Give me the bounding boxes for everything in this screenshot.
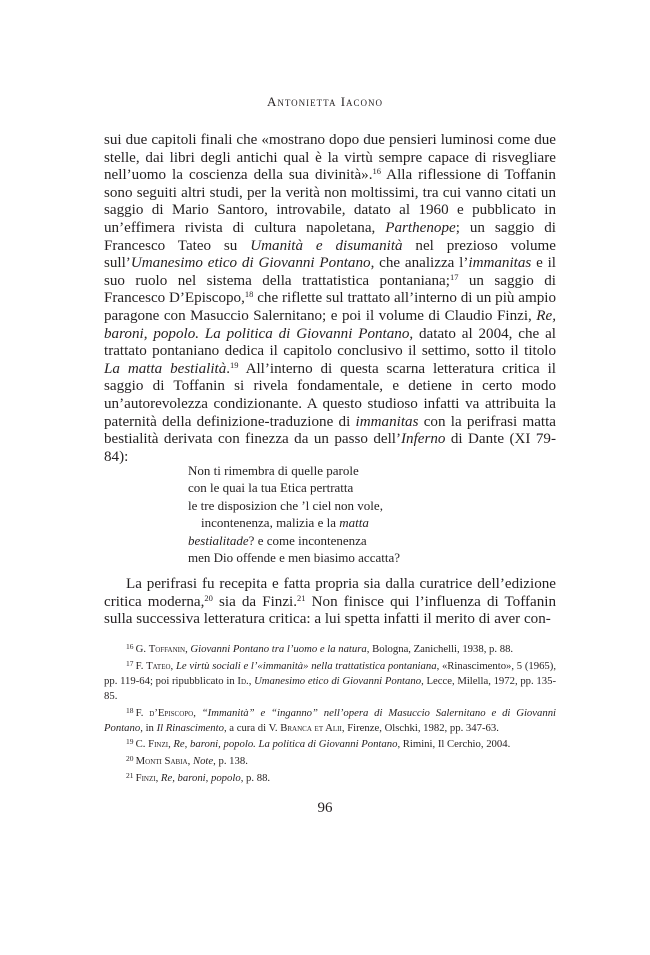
text-run: un saggio di Francesco D’Episcopo, <box>104 272 556 307</box>
footnote-text <box>136 772 270 784</box>
footnote-number: 21 <box>126 771 134 781</box>
italic-text: Umanità e disumanità <box>250 237 403 254</box>
italic-text: Note <box>192 755 214 768</box>
author-name: Id. <box>237 674 249 687</box>
footnote-ref[interactable]: 17 <box>449 271 459 282</box>
author-name: d’Episcopo <box>149 706 194 719</box>
footnote-number: 17 <box>126 658 134 668</box>
text-run: . <box>226 360 231 377</box>
footnote-text <box>136 755 248 767</box>
italic-text: Parthenope <box>385 219 456 236</box>
text-run: Alla riflessione di Toffanin sono seguiti altri studi, per la verità non moltissimi, tra cui vanno citati un saggio di Mario Santoro, introvabile, datato al 1960 e pubblicato in un’effimera rivista di cultura napoletana, <box>104 167 556 236</box>
text-run: , «Rinascimento», 5 (1965), pp. 119-64; poi ripubblicato in <box>104 659 557 687</box>
text-run: , <box>187 755 193 768</box>
text-run: , in <box>140 721 157 734</box>
italic-text: immanitas <box>355 413 419 430</box>
body-paragraph-2 <box>104 576 556 629</box>
footnote-number: 16 <box>126 642 134 651</box>
quote-line <box>188 514 488 531</box>
text-run: , datato al 2004, che al trattato pontaniano dedica il capitolo conclusivo il settimo, sotto il titolo <box>104 325 556 360</box>
footnotes <box>104 640 556 786</box>
italic-text: Re, baroni, popolo <box>160 772 241 785</box>
italic-text: Inferno <box>401 431 446 448</box>
footnote-ref[interactable]: 20 <box>204 592 213 603</box>
footnote <box>104 640 556 657</box>
footnote-text <box>104 707 556 734</box>
text-run: sui due capitoli finali che «mostrano dopo due pensieri luminosi come due stelle, dai libri degli antichi qual è la virtù sempre capace di risvegliare nell’uomo la coscienza della sua divinità». <box>104 132 556 184</box>
footnote-ref[interactable]: 16 <box>372 166 381 177</box>
text-run: F. <box>135 706 150 719</box>
text-run: di Dante (XI 79-84): <box>104 431 557 465</box>
italic-text: “Immanità” e “inganno” nell’opera di Masuccio Salernitano e di Giovanni Pontano <box>104 706 557 734</box>
footnote-number: 20 <box>126 754 134 764</box>
text-run: ; un saggio di Francesco Tateo su <box>104 219 556 254</box>
italic-text: Le virtù sociali e l’«immanità» nella trattatistica pontaniana <box>175 659 437 672</box>
footnote-number: 19 <box>126 737 134 747</box>
author-name: Toffanin <box>148 643 186 655</box>
text-run: , Rimini, Il Cerchio, 2004. <box>397 738 511 751</box>
text-run: All’interno di questa scarna letteratura critica il saggio di Toffanin si rivela fondamentale, e detiene in certo modo un’autorevolezza condizionante. A questo studioso infatti va attribuita la paternità della definizione-traduzione di <box>104 360 556 430</box>
text-run: , p. 138. <box>213 755 248 768</box>
italic-text: immanitas <box>468 255 532 272</box>
text-run: Non ti rimembra di quelle parole <box>188 463 359 478</box>
quote-line <box>188 532 488 549</box>
text-run: C. <box>135 738 149 751</box>
text-run: men Dio offende e men biasimo accatta? <box>188 550 401 566</box>
italic-text: matta <box>339 515 369 531</box>
body-paragraph <box>104 132 556 466</box>
author-name: Tateo <box>146 659 171 672</box>
italic-text: La matta bestialità <box>104 360 227 377</box>
text-run: La perifrasi fu recepita e fatta propria sia dalla curatrice dell’edizione critica moderna, <box>104 576 556 610</box>
footnote-ref[interactable]: 21 <box>297 592 306 603</box>
text-run: Non finisce qui l’influenza di Toffanin sulla successiva letteratura critica: a lui spetta infatti il merito di aver con- <box>104 593 556 628</box>
italic-text: Re, baroni, popolo. La politica di Giovanni Pontano <box>104 307 556 342</box>
footnote <box>104 769 556 786</box>
footnote-text <box>104 660 556 702</box>
footnote-ref[interactable]: 19 <box>230 359 239 370</box>
quote-line <box>188 497 488 514</box>
text-run: ? e come incontenenza <box>248 532 367 548</box>
text-run: nel prezioso volume sull’ <box>104 237 556 272</box>
footnote <box>104 752 556 769</box>
italic-text: bestialitade <box>188 532 249 548</box>
footnote <box>104 735 556 752</box>
footnote <box>104 704 556 736</box>
text-run: con la perifrasi matta bestialità derivata con finezza da un passo dell’ <box>104 413 556 448</box>
author-name: Monti Sabia <box>135 755 188 768</box>
text-run: incontenenza, malizia e la <box>201 515 340 531</box>
dante-quotation <box>188 462 488 566</box>
page-number: 96 <box>317 800 333 816</box>
text-run: , <box>170 659 176 672</box>
text-run: , Firenze, Olschki, 1982, pp. 347-63. <box>341 721 499 734</box>
author-name: Finzi <box>148 738 169 751</box>
text-run: G. <box>135 643 149 655</box>
text-run: , <box>155 772 161 785</box>
text-run: F. <box>135 659 147 672</box>
author-name: Finzi <box>135 772 156 785</box>
footnote-number: 18 <box>126 705 134 715</box>
text-run: con le quai la tua Etica pertratta <box>188 480 354 496</box>
footnote-text <box>136 738 511 750</box>
running-head: Antonietta Iacono <box>266 94 384 109</box>
text-run: che riflette sul trattato all’interno di un più ampio paragone con Masuccio Salernitano; e poi il volume di Claudio Finzi, <box>104 290 556 324</box>
paragraph-1 <box>104 132 556 466</box>
text-run: , p. 88. <box>240 772 271 785</box>
footnote-text <box>136 643 513 655</box>
text-run: , <box>168 738 174 751</box>
footnote-ref[interactable]: 18 <box>244 289 254 300</box>
quote-line <box>188 479 488 496</box>
text-run: , che analizza l’ <box>370 255 469 272</box>
italic-text: Umanesimo etico di Giovanni Pontano <box>130 255 371 272</box>
italic-text: Umanesimo etico di Giovanni Pontano <box>254 674 422 687</box>
text-run: , Bologna, Zanichelli, 1938, p. 88. <box>366 643 514 655</box>
text-run: , <box>185 643 191 655</box>
text-run: , <box>248 674 255 687</box>
footnote <box>104 657 556 704</box>
text-run: e il suo ruolo nel sistema della trattatistica pontaniana; <box>104 255 556 289</box>
italic-text: Re, baroni, popolo. La politica di Giovanni Pontano <box>173 738 398 751</box>
italic-text: Giovanni Pontano tra l’uomo e la natura <box>190 643 367 655</box>
text-run: sia da Finzi. <box>212 593 298 610</box>
text-run: , Lecce, Milella, 1972, pp. 135-85. <box>104 674 557 702</box>
author-name: Branca et Alii <box>280 721 342 734</box>
quote-line <box>188 462 488 479</box>
italic-text: Il Rinascimento <box>156 721 224 734</box>
quote-line <box>188 549 488 566</box>
text-run: , a cura di V. <box>223 721 281 734</box>
text-run: le tre disposizion che ’l ciel non vole, <box>188 497 383 513</box>
text-run: , <box>193 706 202 719</box>
